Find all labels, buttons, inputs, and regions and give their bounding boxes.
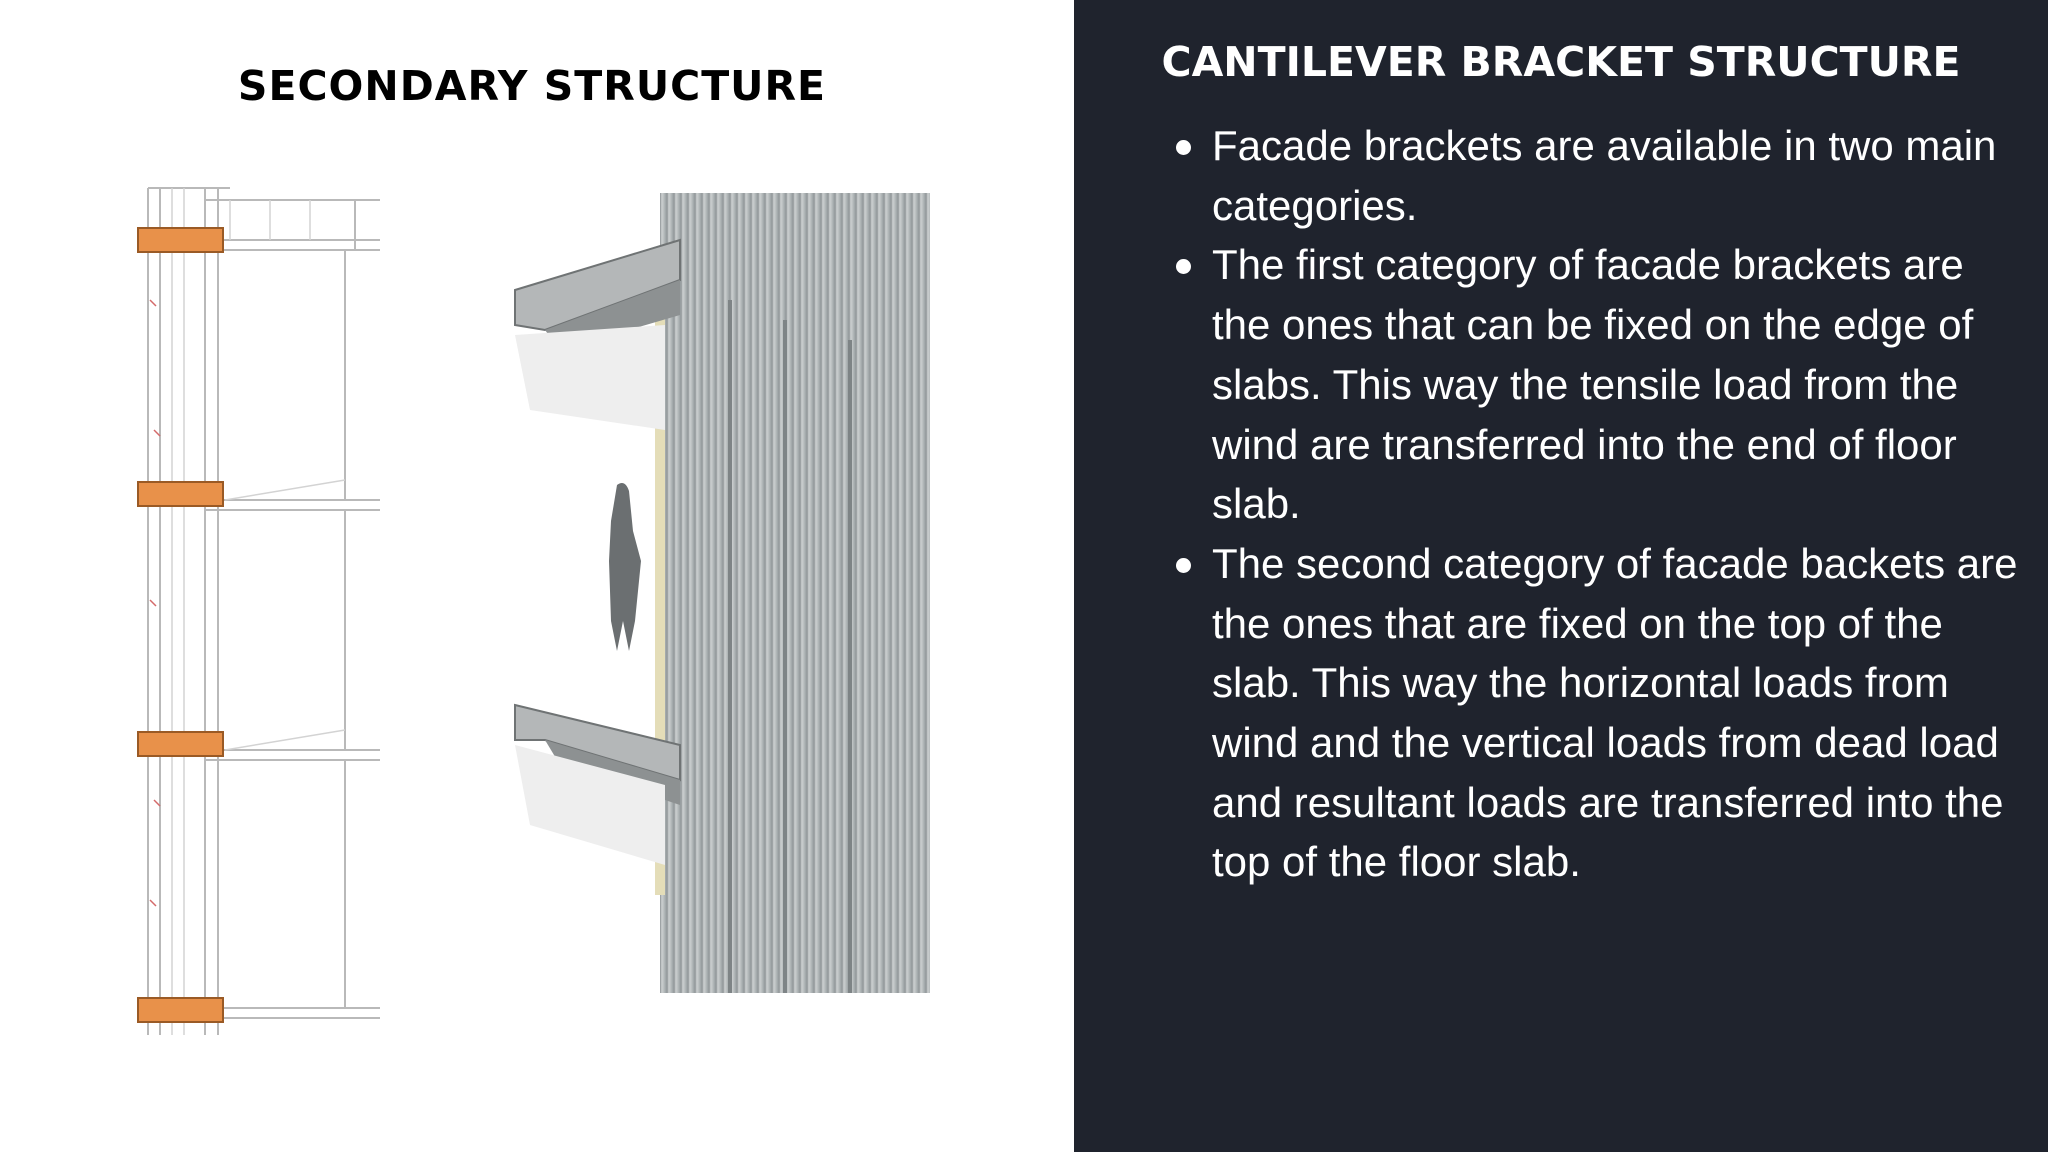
facade-3d-rendering	[505, 185, 950, 1000]
facade-section-drawing	[130, 180, 390, 1040]
bracket-2	[138, 482, 223, 506]
section-details	[172, 188, 345, 1035]
facade-front-panel-upper	[680, 295, 865, 745]
bullet-item-1: Facade brackets are available in two main categories.	[1168, 116, 2018, 235]
upper-slab-shadow	[515, 325, 665, 430]
person-silhouette	[609, 483, 641, 651]
bracket-4	[138, 998, 223, 1022]
section-frame	[148, 188, 380, 1035]
bracket-1	[138, 228, 223, 252]
secondary-structure-title: SECONDARY STRUCTURE	[237, 62, 827, 110]
bullet-item-3: The second category of facade backets are the ones that are fixed on the top of the slab. This way the horizontal loads from wind and the vertical loads from dead load and resultant loads are transferred into the top of the floor slab.	[1168, 534, 2018, 892]
bracket-bullet-list	[1168, 116, 2018, 892]
facade-front-panel-lower	[680, 745, 865, 993]
cantilever-bracket-title: CANTILEVER BRACKET STRUCTURE	[1161, 38, 1961, 86]
bullet-item-2: The first category of facade brackets are the ones that can be fixed on the edge of slabs. This way the tensile load from the wind are transferred into the end of floor slab.	[1168, 235, 2018, 534]
red-marks	[150, 300, 160, 906]
bracket-3	[138, 732, 223, 756]
